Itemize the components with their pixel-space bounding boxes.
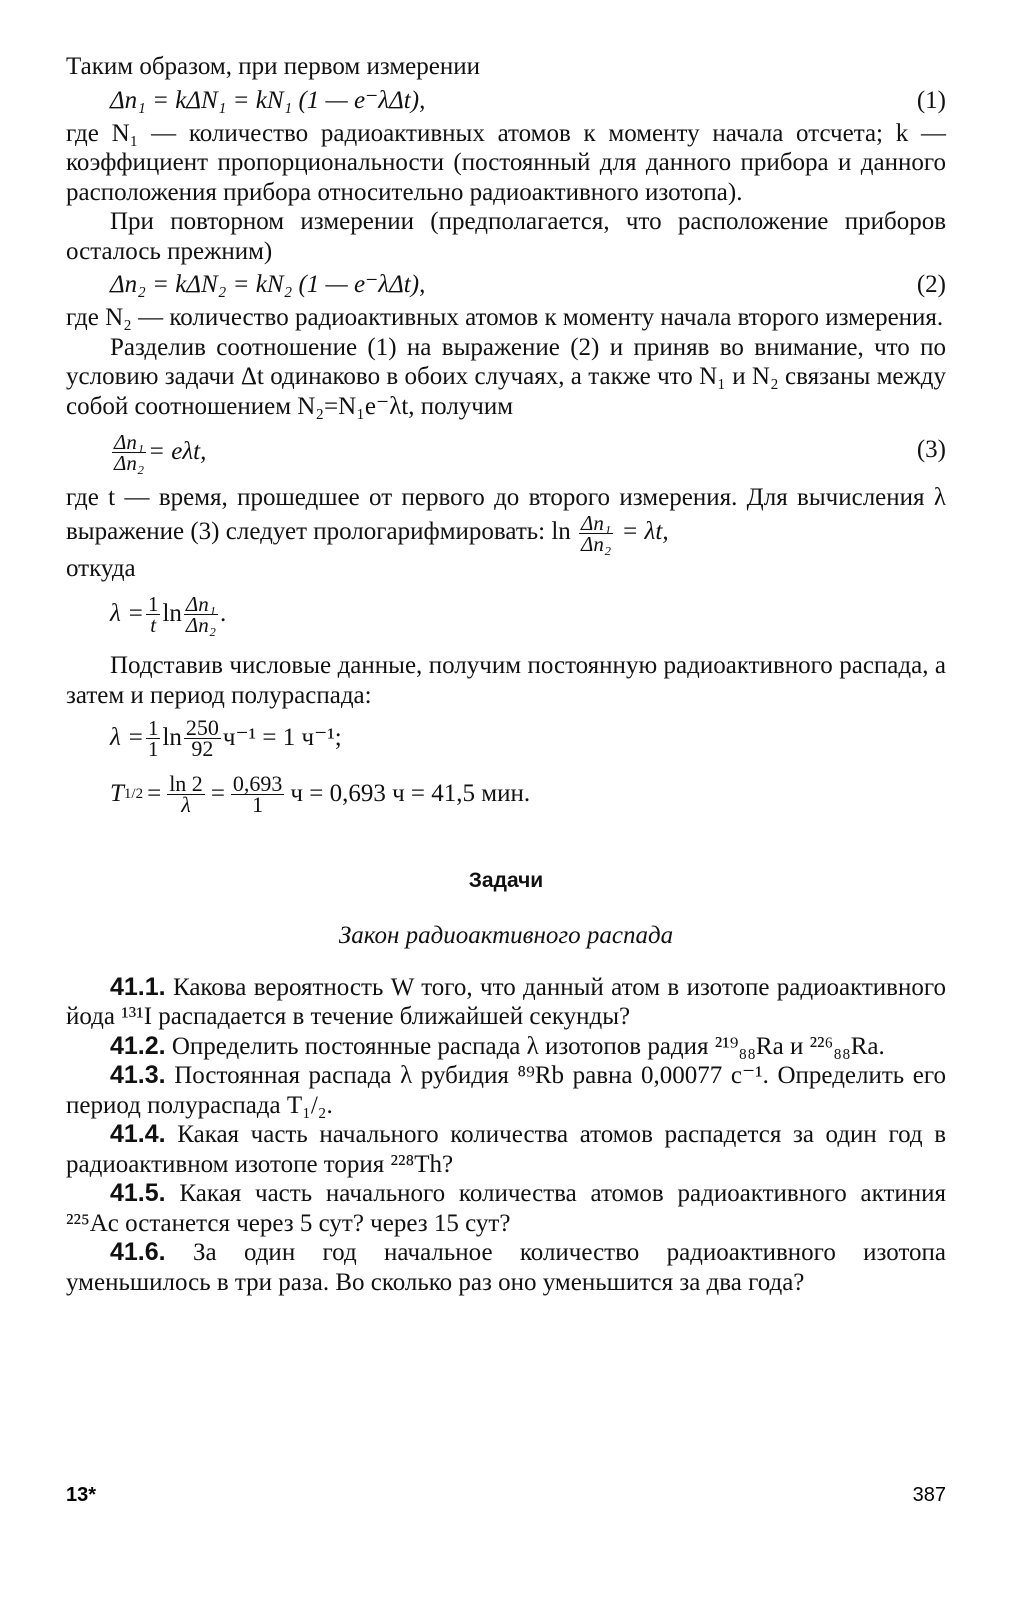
fraction-denominator: t <box>150 612 157 637</box>
problem-number: 41.6. <box>110 1238 166 1266</box>
problem-number: 41.1. <box>110 972 166 1001</box>
fraction-numerator: ln 2 <box>169 770 203 796</box>
fraction-denominator: Δn₂ <box>185 612 217 637</box>
paragraph-repeat-measurement: При повторном измерении (предполагается, что расположение приборов осталось прежним) <box>66 208 946 265</box>
equation-1-number: (1) <box>916 86 946 114</box>
problem-item <box>66 1179 946 1238</box>
equation-1-text: Δn₁ = kΔN₁ = kN₁ (1 — e⁻λΔt), <box>110 86 426 114</box>
equation-2-number: (2) <box>916 271 946 298</box>
problem-number: 41.2. <box>110 1031 166 1060</box>
equation-3-number: (3) <box>916 436 946 463</box>
equation-3-fraction <box>112 429 146 475</box>
fraction-numerator: Δn₁ <box>581 510 612 535</box>
problem-number: 41.5. <box>110 1179 166 1207</box>
paragraph-n1-definition: где N₁ — количество радиоактивных атомов к моменту начала отсчета; k — коэффициент пропорциональности (постоянный для данного прибора и данного расположения прибора относительно радиоактивного изотопа). <box>66 119 946 206</box>
ln-operator: ln <box>162 600 182 628</box>
fraction-numerator: 0,693 <box>232 770 283 796</box>
problem-item <box>66 1120 946 1179</box>
problem-item <box>66 1061 946 1120</box>
equals-sign: = <box>147 780 162 808</box>
equation-2-text: Δn₂ = kΔN₂ = kN₂ (1 — e⁻λΔt), <box>110 271 426 298</box>
paragraph-division: Разделив соотношение (1) на выражение (2) и приняв во внимание, что по условию задачи Δt одинаково в обоих случаях, а также что N₁ и N₂ связаны между собой соотношением N₂=N₁e⁻λt, получим <box>66 333 946 420</box>
problem-item <box>66 1032 946 1062</box>
fraction-denominator: 1 <box>147 736 159 761</box>
problem-text: Какова вероятность W того, что данный атом в изотопе радиоактивного йода ¹³¹I распадается в течение ближайшей секунды? <box>66 973 946 1030</box>
word-whence: откуда <box>66 554 136 582</box>
equation-3-rhs: = eλt, <box>148 438 207 466</box>
fraction-numerator: 1 <box>147 715 159 740</box>
problem-text: Определить постоянные распада λ изотопов радия ²¹⁹₈₈Ra и ²²⁶₈₈Ra. <box>171 1032 885 1060</box>
problem-number: 41.3. <box>110 1061 166 1089</box>
delta-ratio <box>184 591 218 637</box>
equals-sign: = <box>210 780 225 808</box>
section-subheading: Закон радиоактивного распада <box>338 922 674 949</box>
page-body <box>66 52 946 1297</box>
one-over-t <box>146 591 161 637</box>
fraction-numerator: Δn₁ <box>185 591 217 616</box>
problem-text: Какая часть начального количества атомов распадется за один год в радиоактивном изотопе тория ²²⁸Th? <box>66 1121 947 1178</box>
one-over-one <box>146 715 161 761</box>
equation-3 <box>66 421 946 483</box>
problem-item <box>66 1238 946 1297</box>
equation-lambda-lhs: λ = <box>110 600 144 628</box>
signature-mark: 13* <box>66 1484 97 1506</box>
ratio-250-92 <box>184 714 221 761</box>
fraction-denominator: 1 <box>252 791 264 817</box>
equation-2 <box>66 266 946 303</box>
half-life-result: ч = 0,693 ч = 41,5 мин. <box>290 780 531 808</box>
fraction-numerator: 1 <box>147 591 159 616</box>
section-heading: Задачи <box>468 869 544 892</box>
paragraph-n2-definition: где N₂ — количество радиоактивных атомов к моменту начала второго измерения. <box>66 304 944 331</box>
fraction-numerator: Δn₁ <box>114 429 145 454</box>
equation-lambda <box>66 583 946 645</box>
fraction-denominator: 92 <box>191 735 214 761</box>
fraction-denominator: Δn₂ <box>114 450 145 475</box>
fraction-denominator: Δn₂ <box>581 531 612 556</box>
paragraph-logarithm-text: где t — время, прошедшее от первого до второго измерения. Для вычисления λ выражение (3) следует прологарифмировать: ln <box>66 484 946 545</box>
problem-item <box>66 973 946 1032</box>
ln2-over-lambda <box>167 770 205 817</box>
problem-text: Постоянная распада λ рубидия ⁸⁹Rb равна 0,00077 с⁻¹. Определить его период полураспада T₁/₂. <box>66 1062 947 1119</box>
paragraph-logarithm-rhs: = λt, <box>621 517 669 545</box>
ln-operator: ln <box>162 724 182 752</box>
intro-text: Таким образом, при первом измерении <box>66 53 480 80</box>
problem-number: 41.4. <box>110 1120 166 1148</box>
fraction-denominator: λ <box>181 791 191 817</box>
equation-lambda-numeric <box>66 710 946 766</box>
half-life-symbol: T <box>110 780 124 808</box>
equation-half-life: T 1/2 = $\frac{\ln 2}{\lambda}$ = $\frac{0,693}{1}$ ч = 0,693 ч = 41,5 мин. <box>110 770 531 817</box>
lambda-result: ч⁻¹ = 1 ч⁻¹; <box>222 724 342 752</box>
inline-fraction <box>579 510 613 556</box>
numeric-fraction <box>231 770 285 817</box>
fraction-numerator: 250 <box>185 714 219 740</box>
problem-list <box>66 973 946 1298</box>
period: . <box>220 600 227 628</box>
lambda-lhs: λ = <box>110 724 144 752</box>
equation-1 <box>66 82 946 119</box>
paragraph-substitution: Подставив числовые данные, получим постоянную радиоактивного распада, а затем и период полураспада: <box>66 652 946 709</box>
problem-text: Какая часть начального количества атомов радиоактивного актиния ²²⁵Ac останется через 5 сут? через 15 сут? <box>66 1180 946 1237</box>
page-number: 387 <box>912 1484 946 1506</box>
paragraph-logarithm <box>66 483 946 554</box>
problem-text: За один год начальное количество радиоактивного изотопа уменьшилось в три раза. Во сколько раз оно уменьшится за два года? <box>66 1239 947 1296</box>
